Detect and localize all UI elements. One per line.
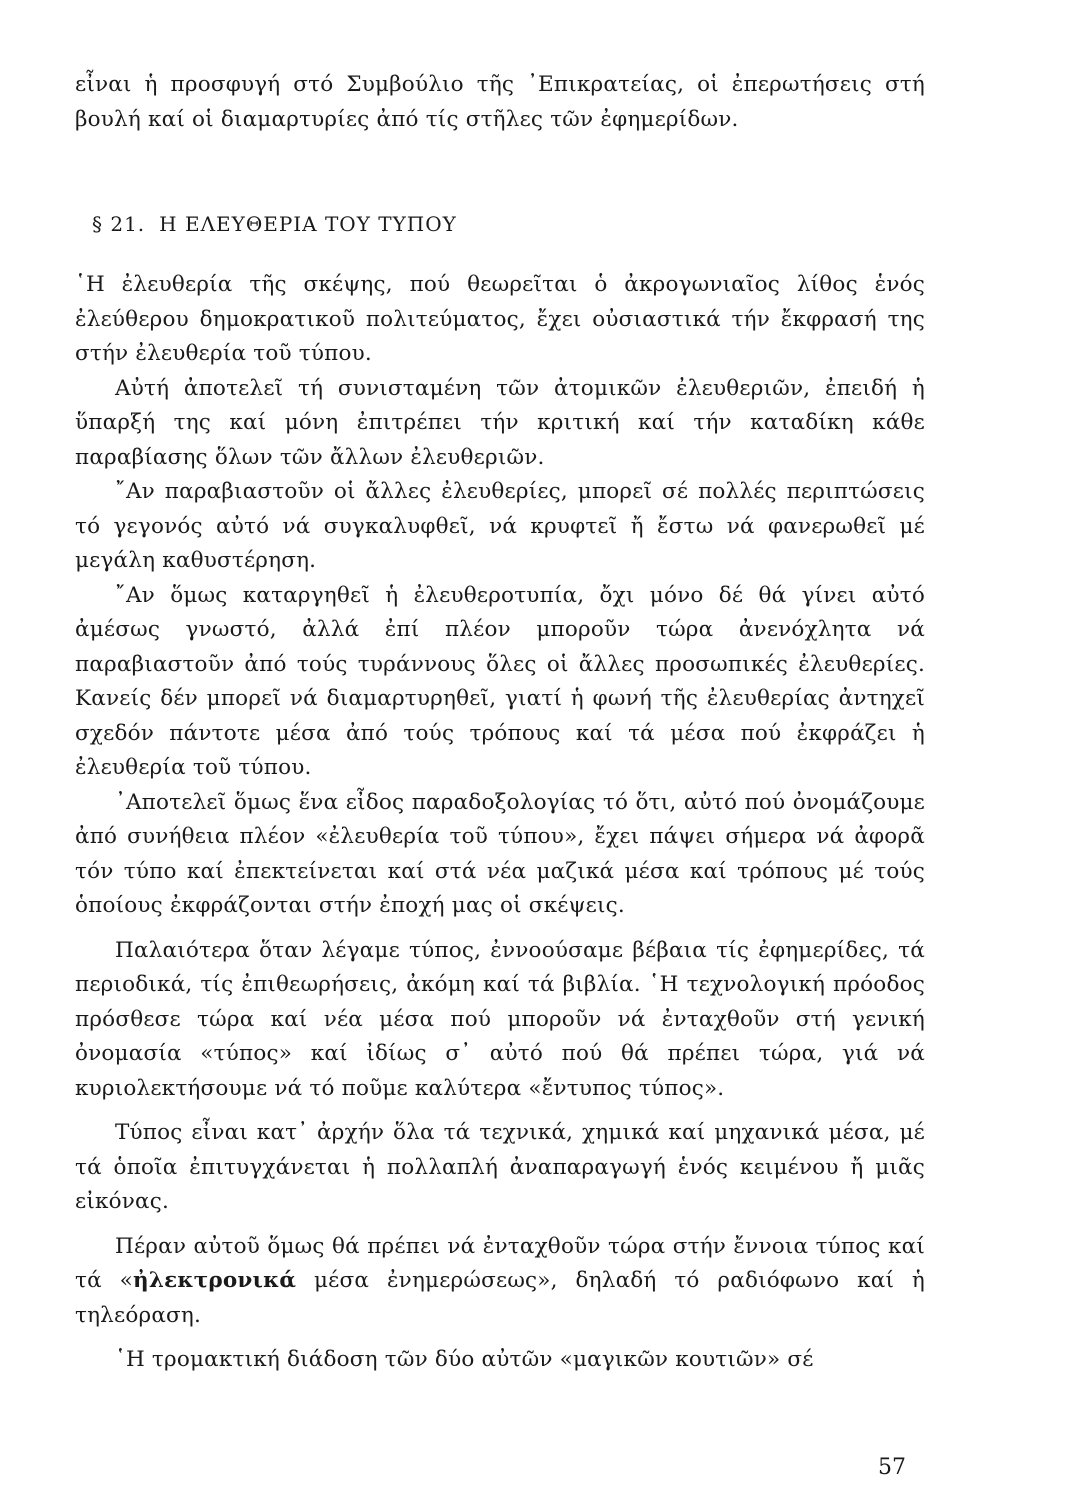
paragraph-8-bold-term: ἠλεκτρονικά bbox=[133, 1268, 297, 1293]
paragraph-7: Τύπος εἶναι κατ᾿ ἀρχήν ὅλα τά τεχνικά, χημικά καί μηχανικά μέσα, μέ τά ὁποῖα ἐπιτυγχάνεται ἡ πολλαπλή ἀναπαραγωγή ἑνός κειμένου ἤ μιᾶς εἰκόνας. bbox=[75, 1120, 925, 1214]
paragraph-3: ῎Αν παραβιαστοῦν οἱ ἄλλες ἐλευθερίες, μπορεῖ σέ πολλές περιπτώσεις τό γεγονός αὐτό νά συγκαλυφθεῖ, νά κρυφτεῖ ἤ ἔστω νά φανερωθεῖ μέ μεγάλη καθυστέρηση. bbox=[75, 479, 925, 573]
paragraph-8-text-a: Πέραν αὐτοῦ ὅμως θά πρέπει νά ἐνταχθοῦν τώρα στήν ἔννοια τύπος καί τά « bbox=[75, 1233, 925, 1293]
section-number: § 21. bbox=[92, 212, 146, 236]
section-heading bbox=[92, 212, 457, 236]
paragraph-8 bbox=[75, 1230, 925, 1334]
section-title: Η ΕΛΕΥΘΕΡΙΑ ΤΟΥ ΤΥΠΟΥ bbox=[159, 212, 457, 236]
paragraph-6: Παλαιότερα ὅταν λέγαμε τύπος, ἐννοούσαμε βέβαια τίς ἐφημερίδες, τά περιοδικά, τίς ἐπιθεωρήσεις, ἀκόμη καί τά βιβλία. ῾Η τεχνολογική πρόοδος πρόσθεσε τώρα καί νέα μέσα πού μποροῦν νά ἐνταχθοῦν στή γενική ὀνομασία «τύπος» καί ἰδίως σ᾿ αὐτό πού θά πρέπει τώρα, γιά νά κυριολεκτήσουμε νά τό ποῦμε καλύτερα «ἔντυπος τύπος». bbox=[75, 937, 925, 1101]
paragraph-4: ῎Αν ὅμως καταργηθεῖ ἡ ἐλευθεροτυπία, ὄχι μόνο δέ θά γίνει αὐτό ἀμέσως γνωστό, ἀλλά ἐπί πλέον μποροῦν τώρα ἀνενόχλητα νά παραβιαστοῦν ἀπό τούς τυράννους ὅλες οἱ ἄλλες προσωπικές ἐλευθερίες. Κανείς δέν μπορεῖ νά διαμαρτυρηθεῖ, γιατί ἡ φωνή τῆς ἐλευθερίας ἀντηχεῖ σχεδόν πάντοτε μέσα ἀπό τούς τρόπους καί τά μέσα πού ἐκφράζει ἡ ἐλευθερία τοῦ τύπου. bbox=[75, 582, 925, 780]
section-body bbox=[75, 268, 925, 1378]
paragraph-1: ῾Η ἐλευθερία τῆς σκέψης, πού θεωρεῖται ὁ ἀκρογωνιαῖος λίθος ἑνός ἐλεύθερου δημοκρατικοῦ πολιτεύματος, ἔχει οὐσιαστικά τήν ἔκφρασή της στήν ἐλευθερία τοῦ τύπου. bbox=[75, 272, 925, 366]
continuation-paragraph: εἶναι ἡ προσφυγή στό Συμβούλιο τῆς ᾿Επικρατείας, οἱ ἐπερωτήσεις στή βουλή καί οἱ διαμαρτυρίες ἀπό τίς στῆλες τῶν ἐφημερίδων. bbox=[75, 72, 925, 132]
paragraph-9: ῾Η τρομακτική διάδοση τῶν δύο αὐτῶν «μαγικῶν κουτιῶν» σέ bbox=[115, 1347, 814, 1372]
page-number: 57 bbox=[878, 1455, 906, 1480]
paragraph-8-text-b: μέσα ἐνημερώσεως», δηλαδή τό ραδιόφωνο καί ἡ τηλεόραση. bbox=[75, 1268, 925, 1328]
continuation-block bbox=[75, 68, 925, 137]
paragraph-2: Αὐτή ἀποτελεῖ τή συνισταμένη τῶν ἀτομικῶν ἐλευθεριῶν, ἐπειδή ἡ ὕπαρξή της καί μόνη ἐπιτρέπει τήν κριτική καί τήν καταδίκη κάθε παραβίασης ὅλων τῶν ἄλλων ἐλευθεριῶν. bbox=[75, 375, 925, 470]
paragraph-5: ᾿Αποτελεῖ ὅμως ἕνα εἶδος παραδοξολογίας τό ὅτι, αὐτό πού ὀνομάζουμε ἀπό συνήθεια πλέον «ἐλευθερία τοῦ τύπου», ἔχει πάψει σήμερα νά ἀφορᾶ τόν τύπο καί ἐπεκτείνεται καί στά νέα μαζικά μέσα καί τρόπους μέ τούς ὁποίους ἐκφράζονται στήν ἐποχή μας οἱ σκέψεις. bbox=[75, 789, 925, 918]
